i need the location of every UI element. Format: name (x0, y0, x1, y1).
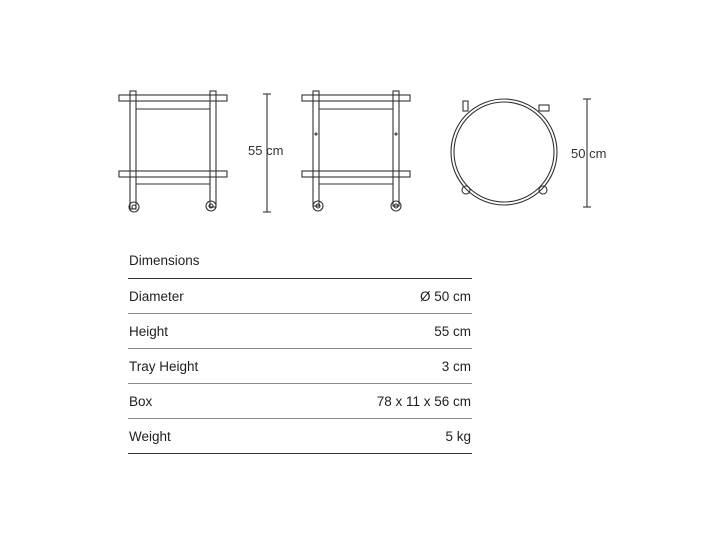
dimensions-table (128, 252, 472, 454)
row-label: Diameter (129, 288, 184, 304)
row-value: 78 x 11 x 56 cm (376, 393, 471, 409)
table-row (128, 314, 472, 349)
table-title: Dimensions (129, 253, 200, 268)
table-row (128, 279, 472, 314)
row-label: Weight (129, 428, 171, 444)
row-value: 5 kg (445, 428, 471, 444)
row-value: 3 cm (441, 358, 471, 374)
height-label: 55 cm (248, 143, 284, 158)
table-rows (128, 279, 472, 454)
row-value: 55 cm (434, 323, 471, 339)
row-label: Tray Height (129, 358, 199, 374)
diameter-label: 50 cm (571, 146, 607, 161)
side-view-front (119, 91, 227, 212)
side-view-side (302, 91, 410, 211)
row-value: Ø 50 cm (419, 288, 471, 304)
row-label: Box (129, 393, 153, 409)
table-row (128, 349, 472, 384)
top-view (451, 99, 557, 205)
row-label: Height (129, 323, 169, 339)
product-drawings (0, 0, 701, 240)
table-row (128, 419, 472, 454)
table-row (128, 384, 472, 419)
